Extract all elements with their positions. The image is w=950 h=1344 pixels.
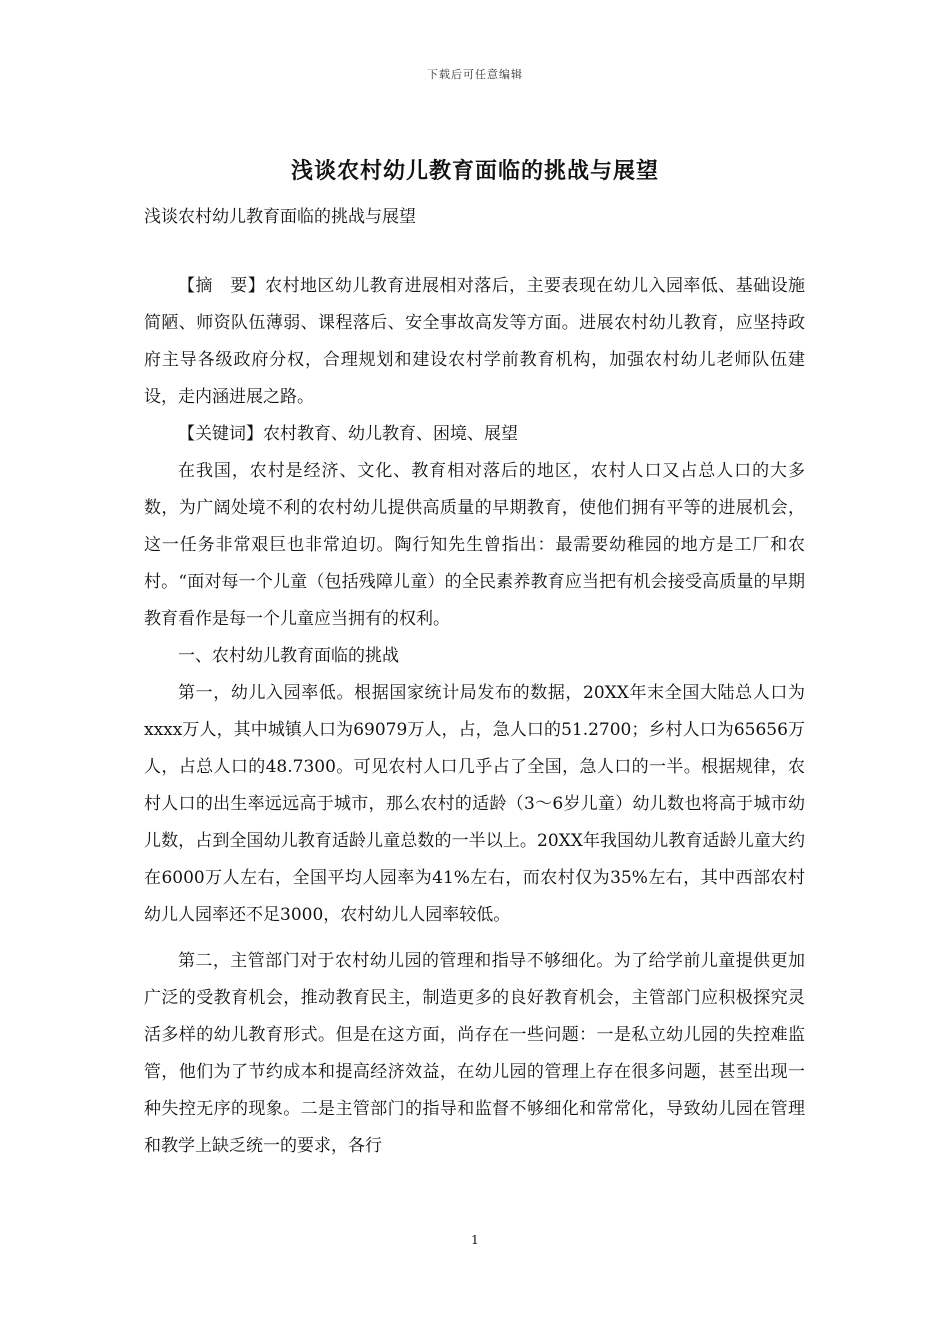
abstract-paragraph: 【摘 要】农村地区幼儿教育进展相对落后，主要表现在幼儿入园率低、基础设施简陋、师资队伍薄弱、课程落后、安全事故高发等方面。进展农村幼儿教育，应坚持政府主导各级政府分权，合理规划和建设农村学前教育机构，加强农村幼儿老师队伍建设，走内涵进展之路。 <box>144 276 805 407</box>
body-paragraph: 第一，幼儿入园率低。根据国家统计局发布的数据，20XX年末全国大陆总人口为xxxx万人，其中城镇人口为69079万人，占，急人口的51.2700；乡村人口为65656万人，占总人口的48.7300。可见农村人口几乎占了全国，急人口的一半。根据规律，农村人口的出生率远远高于城市，那么农村的适龄（3～6岁儿童）幼儿数也将高于城市幼儿数，占到全国幼儿教育适龄儿童总数的一半以上。20XX年我国幼儿教育适龄儿童大约在6000万人左右，全国平均人园率为41%左右，而农村仅为35%左右，其中西部农村幼儿人园率还不足3000，农村幼儿人园率较低。 <box>144 683 805 925</box>
body-paragraph: 第二，主管部门对于农村幼儿园的管理和指导不够细化。为了给学前儿童提供更加广泛的受教育机会，推动教育民主，制造更多的良好教育机会，主管部门应积极探究灵活多样的幼儿教育形式。但是在这方面，尚存在一些问题：一是私立幼儿园的失控难监管，他们为了节约成本和提高经济效益，在幼儿园的管理上存在很多问题，甚至出现一种失控无序的现象。二是主管部门的指导和监督不够细化和常常化，导致幼儿园在管理和教学上缺乏统一的要求，各行 <box>144 951 805 1156</box>
intro-paragraph: 在我国，农村是经济、文化、教育相对落后的地区，农村人口又占总人口的大多数，为广阔处境不利的农村幼儿提供高质量的早期教育，使他们拥有平等的进展机会，这一任务非常艰巨也非常迫切。陶行知先生曾指出：最需要幼稚园的地方是工厂和农村。“面对每一个儿童（包括残障儿童）的全民素养教育应当把有机会接受高质量的早期教育看作是每一个儿童应当拥有的权利。 <box>144 461 805 629</box>
document-title: 浅谈农村幼儿教育面临的挑战与展望 <box>290 158 659 184</box>
keywords-paragraph: 【关键词】农村教育、幼儿教育、困境、展望 <box>178 424 518 444</box>
document-body <box>144 268 805 1165</box>
header-note: 下载后可任意编辑 <box>427 68 523 81</box>
section-heading: 一、农村幼儿教育面临的挑战 <box>178 646 399 666</box>
document-subtitle: 浅谈农村幼儿教育面临的挑战与展望 <box>144 207 416 227</box>
page-number: 1 <box>471 1233 479 1247</box>
